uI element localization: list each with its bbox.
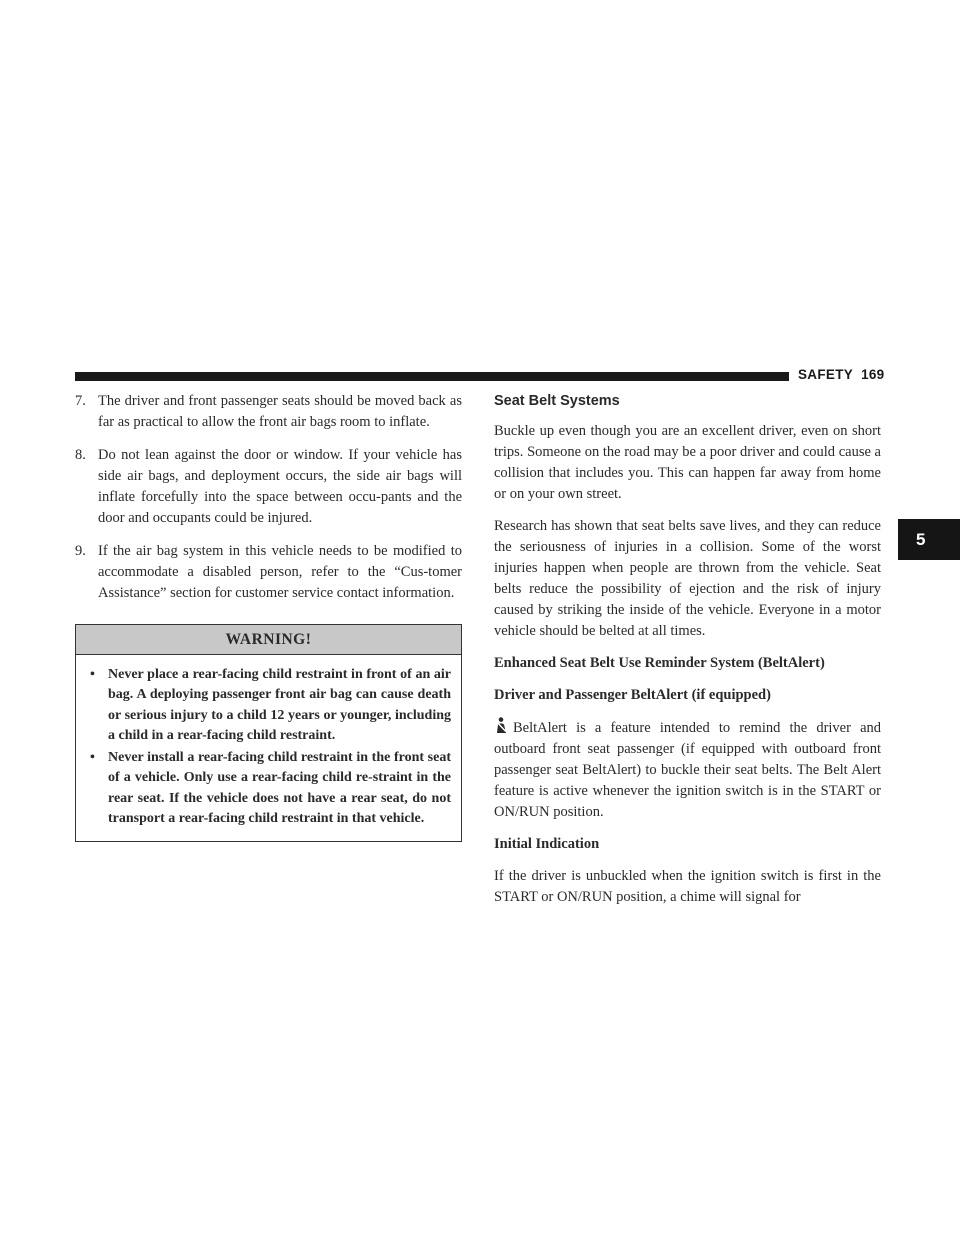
warning-list	[76, 655, 461, 841]
list-text: Do not lean against the door or window. If your vehicle has side air bags, and deployment occurs, the side air bags will inflate forcefully into the space between occu-pants and the door and occupants could be injured.	[98, 447, 462, 526]
header-rule	[75, 372, 789, 381]
list-item	[75, 445, 462, 529]
list-text: The driver and front passenger seats should be moved back as far as practical to allow the front air bags room to inflate.	[98, 393, 462, 430]
chapter-tab: 5	[898, 519, 960, 560]
subheading: Driver and Passenger BeltAlert (if equipped)	[494, 687, 771, 703]
paragraph: Research has shown that seat belts save lives, and they can reduce the seriousness of injuries in a collision. Some of the worst injuries happen when people are thrown from the vehicle. Seat belts reduce the possibility of ejection and the risk of injury caused by striking the inside of the vehicle. Everyone in a motor vehicle should be belted at all times.	[494, 518, 881, 639]
subheading: Initial Indication	[494, 836, 600, 852]
list-text: If the air bag system in this vehicle needs to be modified to accommodate a disabled person, refer to the “Cus-tomer Assistance” section for customer service contact information.	[98, 543, 462, 601]
left-column	[75, 391, 462, 842]
subheading: Enhanced Seat Belt Use Reminder System (BeltAlert)	[494, 655, 825, 671]
paragraph: If the driver is unbuckled when the ignition switch is first in the START or ON/RUN position, a chime will signal for	[494, 868, 881, 905]
list-number: 7.	[75, 393, 86, 409]
list-item	[75, 541, 462, 604]
list-number: 8.	[75, 447, 86, 463]
list-item	[75, 391, 462, 433]
warning-text: Never place a rear-facing child restraint in front of an air bag. A deploying passenger front air bag can cause death or serious injury to a child 12 years or younger, including a child in a rear-facing child restraint.	[108, 667, 451, 743]
warning-item	[86, 748, 451, 829]
page-number: 169	[861, 367, 885, 382]
section-heading: Seat Belt Systems	[494, 393, 620, 409]
right-column	[494, 391, 881, 919]
warning-item	[86, 665, 451, 746]
list-number: 9.	[75, 543, 86, 559]
bullet-icon: •	[90, 667, 95, 682]
warning-title: WARNING!	[76, 625, 461, 655]
paragraph: Buckle up even though you are an excellent driver, even on short trips. Someone on the road may be a poor driver and could cause a collision that includes you. This can happen far away from home or on your own street.	[494, 423, 881, 502]
beltalert-text: BeltAlert is a feature intended to remind the driver and outboard front seat passenger (if equipped with outboard front passenger seat BeltAlert) to buckle their seat belts. The Belt Alert feature is active whenever the ignition switch is in the START or ON/RUN position.	[494, 720, 881, 820]
beltalert-paragraph	[494, 717, 881, 823]
section-name: SAFETY	[798, 367, 854, 382]
running-header	[798, 367, 885, 387]
seatbelt-icon	[494, 717, 509, 734]
warning-box	[75, 624, 462, 842]
bullet-icon: •	[90, 750, 95, 766]
warning-text: Never install a rear-facing child restraint in the front seat of a vehicle. Only use a rear-facing child re-straint in the rear seat. If the vehicle does not have a rear seat, do not transport a rear-facing child restraint in that vehicle.	[108, 750, 451, 827]
